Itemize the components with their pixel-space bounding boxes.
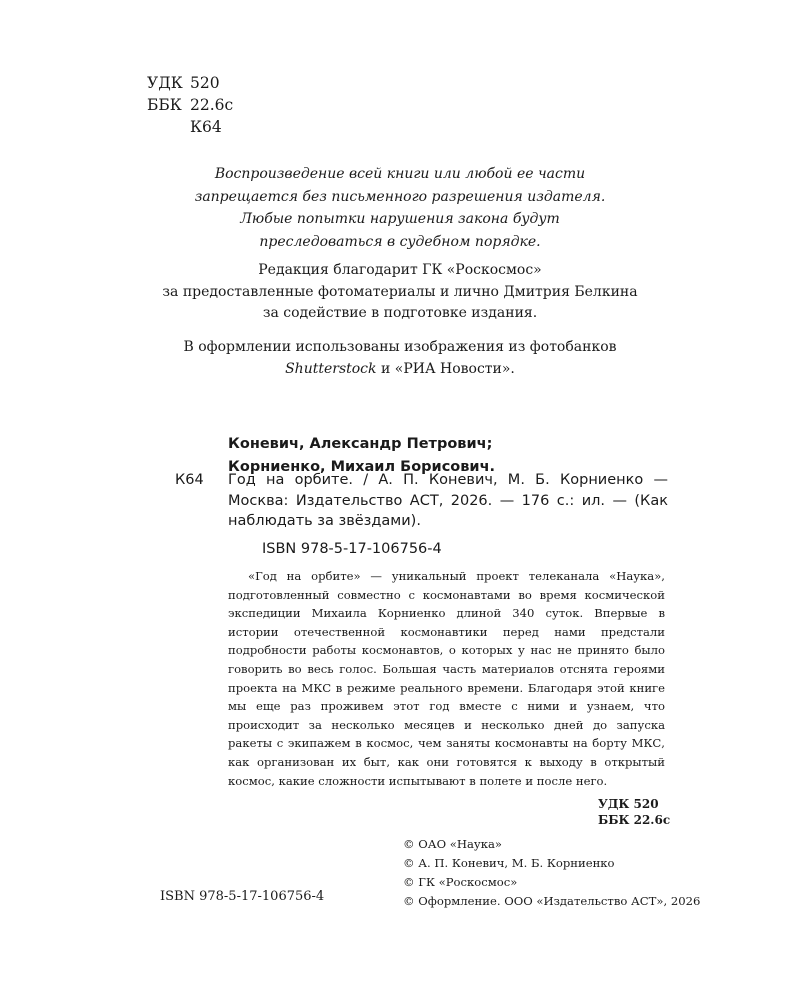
rights-notice-line: запрещается без письменного разрешения издателя. <box>194 188 606 205</box>
rights-notice-line: Любые попытки нарушения закона будут <box>240 211 560 227</box>
ria-credit: «РИА Новости». <box>394 360 515 377</box>
bbk-value: 22.6с <box>190 96 234 114</box>
classification-block <box>147 72 233 138</box>
catalog-author-mark: К64 <box>175 472 204 488</box>
copyright-line: © ОАО «Наука» <box>403 837 502 851</box>
photo-credits-line: В оформлении использованы изображения из фотобанков <box>183 339 617 355</box>
acknowledgement-line: за содействие в подготовке издания. <box>262 305 538 321</box>
rights-notice-line: преследоваться в судебном порядке. <box>259 233 541 250</box>
photo-credits <box>120 337 680 380</box>
udk-label: УДК <box>147 74 183 92</box>
acknowledgement-line: Редакция благодарит ГК «Роскосмос» <box>258 262 542 278</box>
catalog-classification <box>598 796 670 828</box>
author-name: Коневич, Александр Петрович; <box>228 436 493 452</box>
catalog-bbk: ББК 22.6с <box>598 813 671 827</box>
author-name: Корниенко, Михаил Борисович. <box>228 459 496 475</box>
acknowledgement <box>120 260 680 325</box>
bibliographic-description: Год на орбите. / А. П. Коневич, М. Б. Корниенко — Москва: Издательство АСТ, 2026. — 176 с.: ил. — (Как наблюдать за звёздами). <box>228 472 668 529</box>
author-mark: К64 <box>190 118 222 136</box>
udk-value: 520 <box>190 74 220 92</box>
annotation: «Год на орбите» — уникальный проект телеканала «Наука», подготовленный совместно с космонавтами во время космической экспедиции Михаила Корниенко длиной 340 суток. Впервые в истории отечественной космонавтики перед нами предстали подробности работы космонавтов, о которых у нас не принято было говорить во весь голос. Большая часть материалов отснята героями проекта на МКС в режиме реального времени. Благодаря этой книге мы еще раз проживем этот год вместе с ними и узнаем, что происходит за несколько месяцев и несколько дней до запуска ракеты с экипажем в космос, чем заняты космонавты на борту МКС, как организован их быт, как они готовятся к выходу в открытый космос, какие сложности испытывают в полете и после него. <box>228 569 665 788</box>
catalog-udk: УДК 520 <box>598 797 659 811</box>
udk-row <box>147 72 233 94</box>
bbk-label: ББК <box>147 96 182 114</box>
shutterstock-credit: Shutterstock <box>285 360 377 377</box>
acknowledgement-line: за предоставленные фотоматериалы и лично Дмитрия Белкина <box>162 283 638 300</box>
catalog-isbn: ISBN 978-5-17-106756-4 <box>262 541 442 557</box>
rights-notice <box>150 163 650 253</box>
bbk-row <box>147 94 233 116</box>
isbn-bottom: ISBN 978-5-17-106756-4 <box>160 889 325 904</box>
copyright-line: © Оформление. ООО «Издательство АСТ», 2026 <box>403 894 701 908</box>
copyright-line: © А. П. Коневич, М. Б. Корниенко <box>403 856 615 870</box>
copyright-line: © ГК «Роскосмос» <box>403 875 518 889</box>
rights-notice-line: Воспроизведение всей книги или любой ее части <box>214 166 586 182</box>
photo-credits-sources <box>120 359 680 381</box>
credit-connector: и <box>376 360 395 377</box>
copyright-list <box>403 835 700 911</box>
